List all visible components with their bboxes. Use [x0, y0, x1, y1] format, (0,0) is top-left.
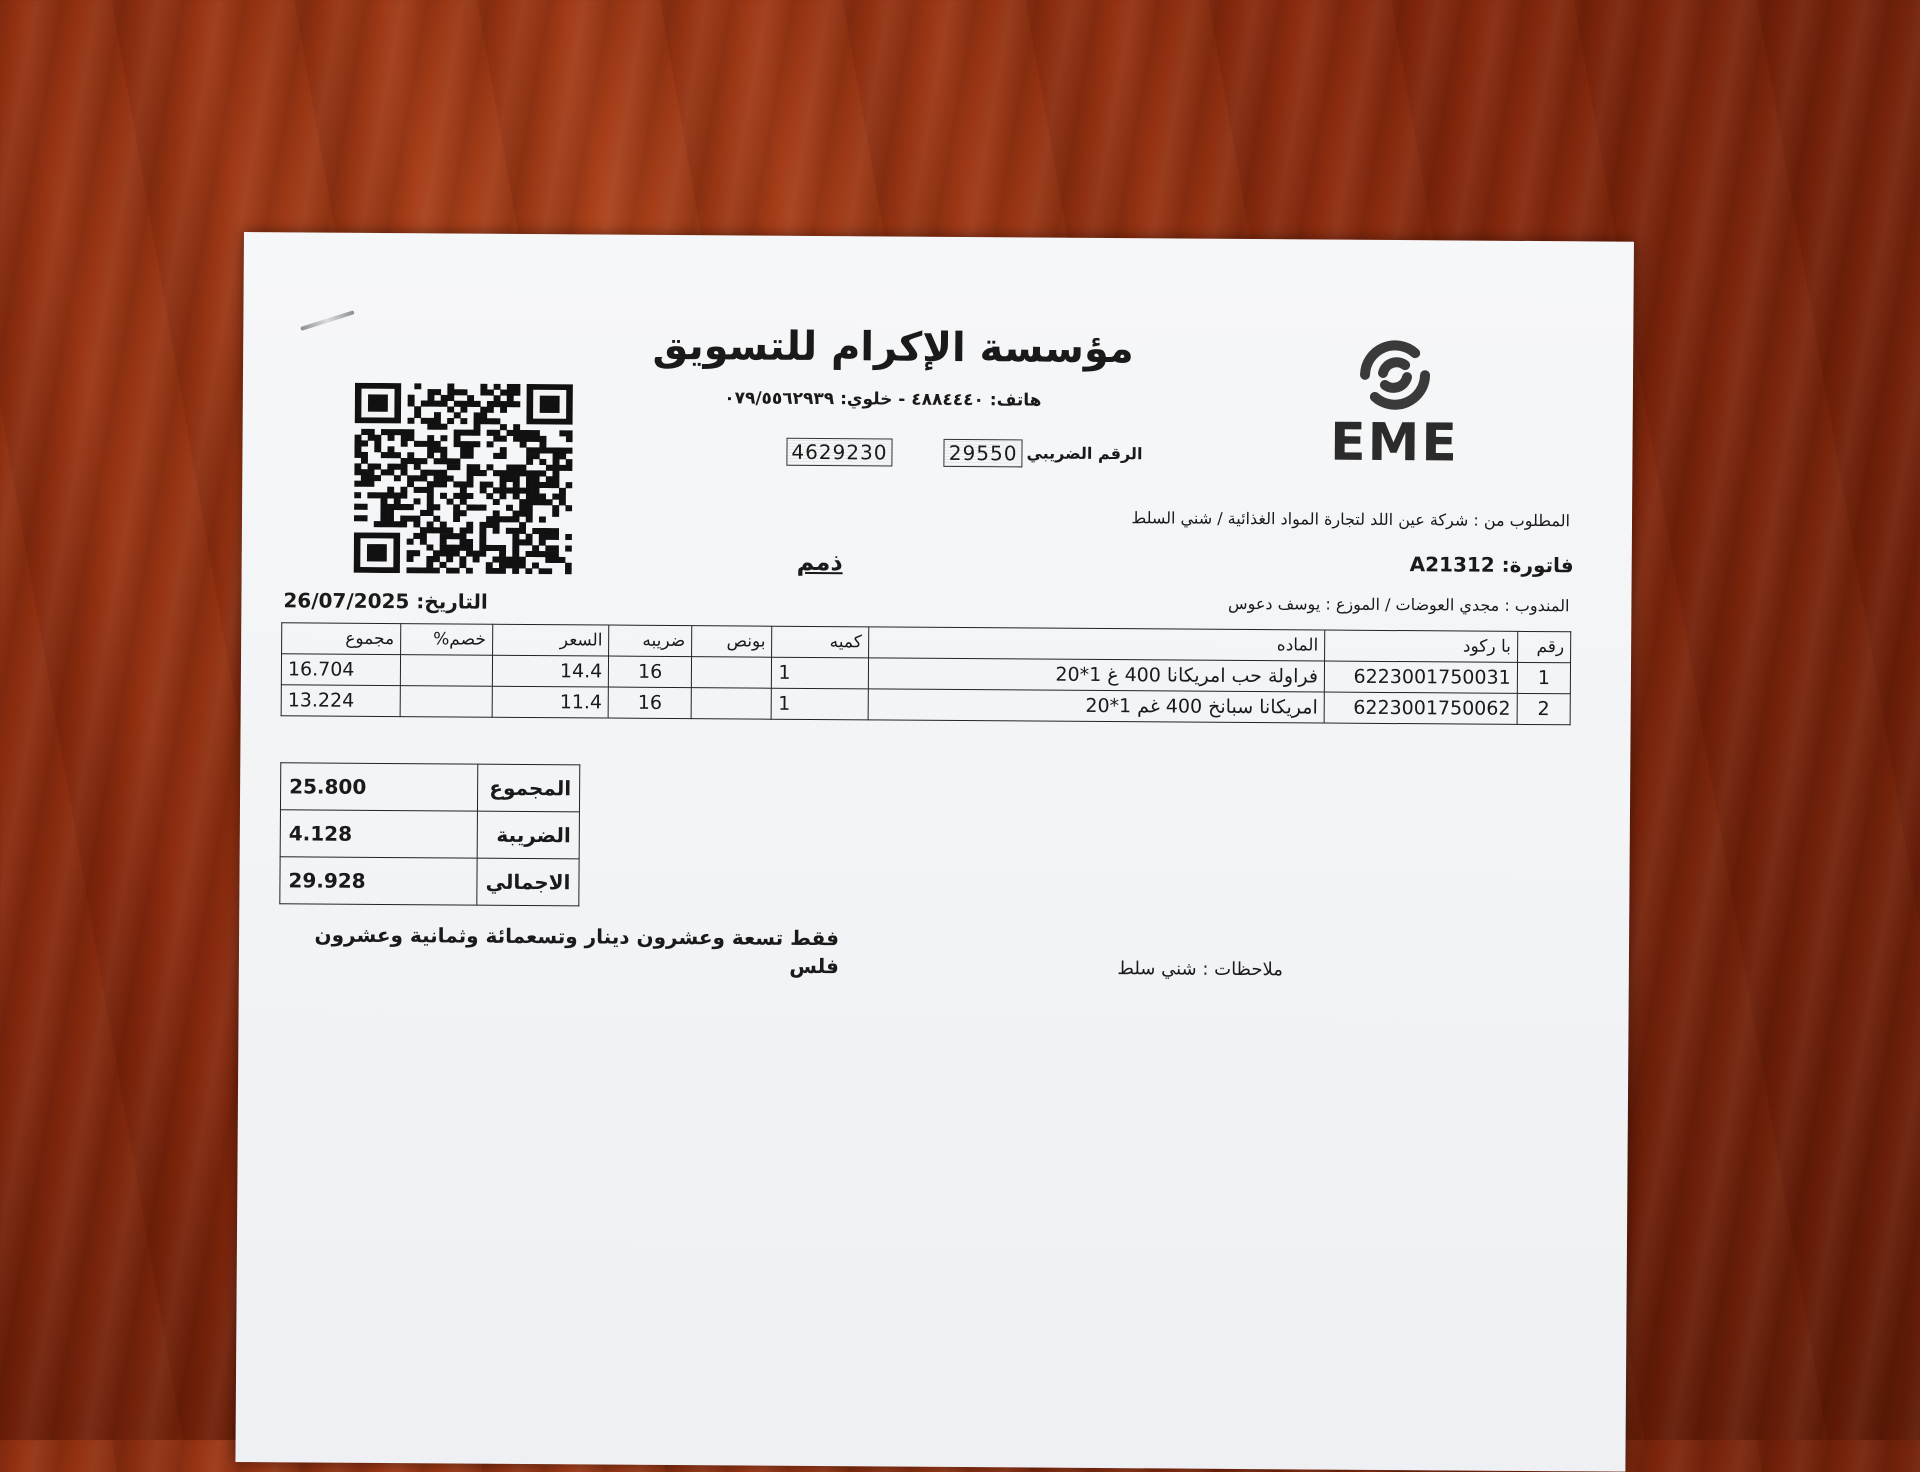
- row-item: امريكانا سبانخ 400 غم 1*20: [868, 689, 1325, 723]
- representative-line: المندوب : مجدي العوضات / الموزع : يوسف دعوس: [1228, 593, 1570, 616]
- row-bonus: [691, 688, 772, 720]
- header-bonus: بونص: [692, 626, 773, 658]
- invoice-label: فاتورة:: [1501, 552, 1574, 578]
- invoice-paper: [235, 232, 1634, 1472]
- totals-row-tax: [280, 810, 579, 859]
- qr-code: [354, 383, 573, 575]
- tax-total-value: 4.128: [280, 810, 477, 858]
- invoice-number-line: [1410, 552, 1574, 577]
- header-num: رقم: [1517, 631, 1570, 662]
- row-price: 11.4: [492, 686, 609, 718]
- date-label: التاريخ:: [416, 589, 488, 614]
- header-price: السعر: [492, 624, 609, 656]
- invoice-number: A21312: [1409, 552, 1495, 577]
- logo-text: EME: [1329, 412, 1460, 474]
- row-barcode: 6223001750031: [1324, 661, 1517, 693]
- grand-total-label: الاجمالي: [477, 858, 579, 906]
- header-qty: كميه: [772, 626, 868, 658]
- staple: [300, 310, 355, 331]
- logo-swirl-icon: [1305, 334, 1486, 415]
- date-value: 26/07/2025: [283, 588, 410, 614]
- totals-table: [279, 762, 580, 906]
- sum-label: المجموع: [477, 764, 579, 812]
- totals-row-sum: [280, 763, 579, 812]
- header-total: مجموع: [282, 623, 401, 655]
- row-total: 16.704: [281, 654, 400, 686]
- contact-info: هاتف: ٤٨٨٤٤٤٠ - خلوي: ٠٧٩/٥٥٦٢٩٣٩: [724, 388, 1042, 411]
- row-bonus: [691, 657, 772, 689]
- header-tax: ضريبه: [609, 625, 692, 657]
- invoice-type: ذمم: [796, 547, 843, 577]
- tax-number-row: [702, 435, 1142, 472]
- company-logo: [1304, 334, 1485, 475]
- notes: ملاحظات : شني سلط: [1117, 958, 1283, 981]
- row-item: فراولة حب امريكانا 400 غ 1*20: [868, 658, 1325, 692]
- sum-value: 25.800: [280, 763, 477, 811]
- row-qty: 1: [772, 657, 868, 689]
- amount-in-words: فقط تسعة وعشرون دينار وتسعمائة وثمانية وعشرون فلس: [314, 922, 840, 979]
- header-item: الماده: [868, 627, 1325, 661]
- row-price: 14.4: [492, 655, 609, 687]
- totals-row-grand: [280, 857, 579, 906]
- tax-number-2: 4629230: [786, 438, 892, 467]
- row-total: 13.224: [281, 685, 400, 717]
- invoice-date: [283, 588, 488, 613]
- row-barcode: 6223001750062: [1324, 692, 1517, 724]
- grand-total-value: 29.928: [280, 857, 477, 905]
- row-num: 2: [1517, 693, 1570, 724]
- row-discount: [400, 686, 492, 718]
- row-tax: 16: [609, 656, 692, 688]
- tax-number-label: الرقم الضريبي: [1026, 443, 1143, 464]
- requested-from: المطلوب من : شركة عين اللد لتجارة المواد الغذائية / شني السلط: [1131, 508, 1571, 531]
- row-discount: [400, 655, 492, 687]
- tax-number-1: 29550: [944, 439, 1023, 468]
- row-qty: 1: [772, 688, 868, 720]
- header-discount: خصم%: [401, 624, 493, 656]
- tax-total-label: الضريبة: [477, 811, 579, 859]
- header-barcode: با ركود: [1325, 630, 1518, 662]
- row-num: 1: [1517, 662, 1570, 693]
- row-tax: 16: [608, 687, 691, 719]
- company-name: مؤسسة الإكرام للتسويق: [652, 322, 1134, 373]
- items-table: [281, 622, 1572, 725]
